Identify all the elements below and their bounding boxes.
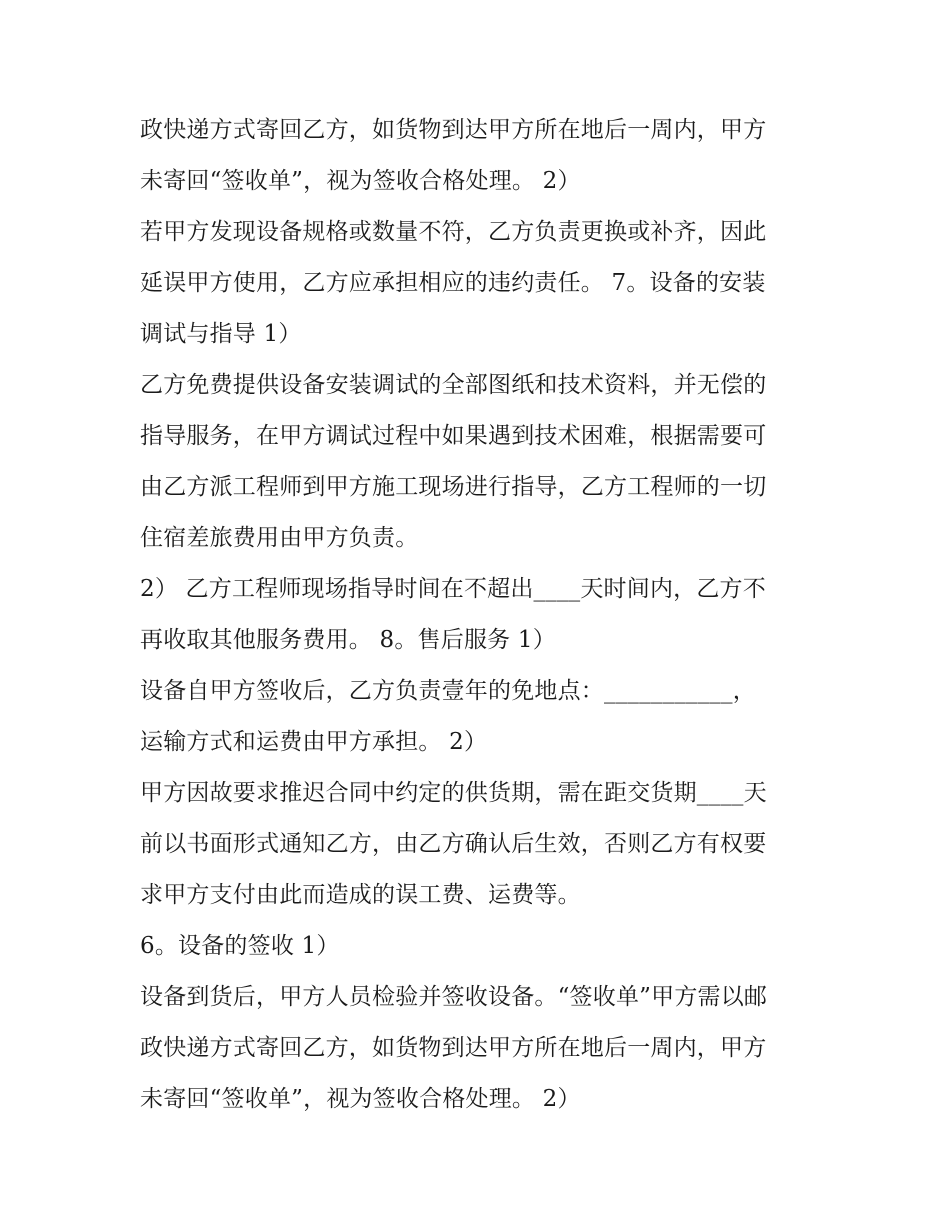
text-line: 指导服务，在甲方调试过程中如果遇到技术困难，根据需要可 <box>140 423 767 449</box>
text-line: 未寄回“签收单”，视为签收合格处理。 2） <box>140 168 581 194</box>
text-line: 政快递方式寄回乙方，如货物到达甲方所在地后一周内，甲方 <box>140 1035 767 1061</box>
text-line: 运输方式和运费由甲方承担。 2） <box>140 729 488 755</box>
text-line: 若甲方发现设备规格或数量不符，乙方负责更换或补齐，因此 <box>140 219 767 245</box>
text-line: 2） 乙方工程师现场指导时间在不超出____天时间内，乙方不 <box>140 576 766 602</box>
text-line: 前以书面形式通知乙方，由乙方确认后生效，否则乙方有权要 <box>140 831 767 857</box>
text-line: 设备自甲方签收后，乙方负责壹年的免地点：___________， <box>140 678 756 704</box>
text-line: 求甲方支付由此而造成的误工费、运费等。 <box>140 882 581 908</box>
text-line: 设备到货后，甲方人员检验并签收设备。“签收单”甲方需以邮 <box>140 984 768 1010</box>
text-line: 再收取其他服务费用。 8。售后服务 1） <box>140 627 556 653</box>
text-line: 6。设备的签收 1） <box>140 933 340 959</box>
text-line: 延误甲方使用，乙方应承担相应的违约责任。 7。设备的安装 <box>140 270 766 296</box>
text-line: 政快递方式寄回乙方，如货物到达甲方所在地后一周内，甲方 <box>140 117 767 143</box>
text-line: 乙方免费提供设备安装调试的全部图纸和技术资料，并无偿的 <box>140 372 767 398</box>
text-line: 甲方因故要求推迟合同中约定的供货期，需在距交货期____天 <box>140 780 767 806</box>
text-line: 由乙方派工程师到甲方施工现场进行指导，乙方工程师的一切 <box>140 474 767 500</box>
text-line: 未寄回“签收单”，视为签收合格处理。 2） <box>140 1086 581 1112</box>
document-body <box>140 105 820 1125</box>
text-line: 调试与指导 1） <box>140 321 302 347</box>
text-line: 住宿差旅费用由甲方负责。 <box>140 525 419 551</box>
